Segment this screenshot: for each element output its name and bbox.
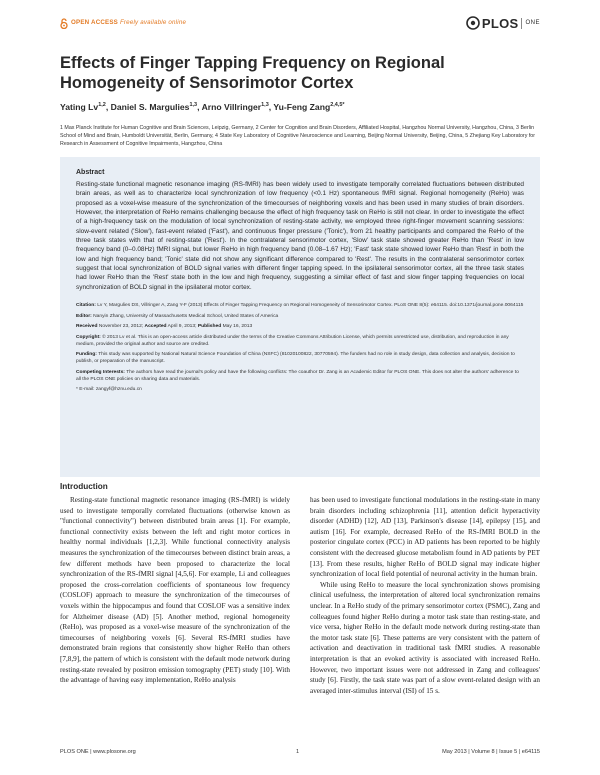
author-affiliation-sup: 1,3 [189, 102, 198, 109]
footer-journal-url[interactable]: PLOS ONE | www.plosone.org [60, 749, 136, 755]
plos-logo-icon [466, 16, 480, 30]
journal-header [60, 14, 540, 36]
dates: Received November 23, 2012; Accepted April 9, 2013; Published May 16, 2013 [76, 324, 253, 330]
author-name: Yu-Feng Zang [273, 102, 331, 112]
logo-divider [521, 18, 522, 29]
competing-interests: Competing Interests: The authors have read the journal's policy and have the following conflicts: The coauthor Dr. Zang is an Academic Editor for PLOS ONE. This does not alter the authors' adherence to all the PLOS ONE policies on sharing data and materials. [76, 369, 519, 382]
introduction-left-column [60, 495, 290, 686]
paragraph: Resting-state functional magnetic resonance imaging (RS-fMRI) is widely used to investigate temporally correlated fluctuations (otherwise known as "functional connectivity") between distributed brain areas [1]. For example, functional connectivity exists between the left and right motor cortices in healthy normal individuals [1,2,3]. While functional connectivity analysis measures the synchronization of the timecourses between distinct brain areas, a few different methods have been proposed to characterize the local synchronization of the RS-fMRI signal [4,5,6]. For example, Li and colleagues proposed the cross-correlation coefficients of spontaneous low frequency (COSLOF) approach to measure the synchronization of the timecourses of voxels within the hippocampus and found that COSLOF was a sensitive index for Alzheimer disease (AD) [5]. Another method, regional homogeneity (ReHo), was proposed as a voxel-wise measure of the synchronization of the timecourses of neighboring voxels [6]. Several RS-fMRI studies have demonstrated brain regions that consistently show higher ReHo than others [7,8,9], the pattern of which is consistent with the default mode network during resting-state revealed by positron emission tomography (PET) study [10]. With the advantage of having easy implementation, ReHo analysis [60, 496, 290, 685]
footer-issue-info: May 2013 | Volume 8 | Issue 5 | e64115 [442, 749, 540, 755]
corresponding-email[interactable]: * E-mail: zangyf@hznu.edu.cn [76, 387, 142, 393]
page-footer [60, 749, 540, 761]
author-name: Yating Lv [60, 102, 99, 112]
paragraph: While using ReHo to measure the local synchronization shows promising clinical usefulness, the interpretation of altered local synchronization remains unclear. In a ReHo study of the primary sensorimotor cortex (PSMC), Zang and colleagues found higher ReHo during a motor task state than resting-state, and vice versa, higher ReHo in the default mode network during resting-state than the motor task state [6]. These patterns are very consistent with the pattern of activation and deactivation in traditional task fMRI studies. A reasonable interpretation is that an evoked activity is associated with increased ReHo. However, two important issues were not addressed in Zang and colleagues' study [6]. Firstly, the task state was part of a slow event-related design with an averaged inter-stimulus interval (ISI) of 15 s. [310, 580, 540, 695]
page-number: 1 [296, 749, 300, 755]
journal-name: PLOS [481, 15, 519, 31]
introduction-right-column [310, 495, 540, 696]
abstract-box [60, 157, 540, 477]
citation-doi-link[interactable]: Lv Y, Margulies DS, Villringer A, Zang Y-F (2013) Effects of Finger Tapping Frequency on Regional Homogeneity of Sensorimotor Cortex. PLoS ONE 8(5): e64115. doi:10.1371/journal.pone.0064115 [97, 303, 524, 309]
journal-suffix: ONE [525, 20, 540, 26]
article-metadata [76, 302, 524, 393]
author-list: Yating Lv$^{1,2}$, Daniel S. Margulies$^{1,3}$, Arno Villringer$^{1,3}$, Yu-Feng Zang$^{2,4,5*}$ [60, 102, 345, 112]
editor: Editor: Nanyin Zhang, University of Massachusetts Medical School, United States of America [76, 313, 279, 319]
open-access-lock-icon [60, 18, 68, 29]
free-available-label: Freely available online [119, 19, 187, 26]
author-name: Arno Villringer [201, 102, 262, 112]
abstract-heading: Abstract [76, 169, 105, 176]
copyright: Copyright: © 2013 Lv et al. This is an open-access article distributed under the terms of the Creative Commons Attribution License, which permits unrestricted use, distribution, and reproduction in any medium, provided the original author and source are credited. [76, 334, 509, 347]
article-title: Effects of Finger Tapping Frequency on Regional Homogeneity of Sensorimotor Cortex [60, 54, 445, 92]
author-name: Daniel S. Margulies [110, 102, 190, 112]
author-affiliation-sup: 2,4,5* [330, 102, 345, 109]
introduction-heading: Introduction [60, 482, 108, 491]
citation: Citation: Lv Y, Margulies DS, Villringer A, Zang Y-F (2013) Effects of Finger Tapping Frequency on Regional Homogeneity of Sensorimotor Cortex. PLoS ONE 8(5): e64115. doi:10.1371/journal.pone.0064115 [76, 303, 524, 309]
paragraph: has been used to investigate functional modulations in the resting-state in many brain disorders including schizophrenia [11], attention deficit hyperactivity disorder (ADHD) [12], AD [13], Parkinson's disease [14], epilepsy [15], and autism [16]. For example, decreased ReHo of the RS-fMRI BOLD in the posterior cingulate cortex (PCC) in AD patients has been reported to be highly consistent with the decreased glucose metabolism found in AD patients by PET [13]. From these results, higher ReHo of BOLD signal may indicate higher synchronization of local field potential of neuronal activity in the human brain. [310, 496, 540, 579]
abstract-text: Resting-state functional magnetic resonance imaging (RS-fMRI) has been widely used to investigate temporally correlated fluctuations between distributed brain areas, as well as to characterize local synchronization of low frequency (<0.1 Hz) spontaneous fMRI signal. Regional homogeneity (ReHo) was proposed as a voxel-wise measure of the synchronization of the timecourses of neighboring voxels and has been used in many studies of brain disorders. However, the interpretation of ReHo remains challenging because the effect of high frequency task on ReHo is still not clear. In order to investigate the effect of a high-frequency task on the modulation of local synchronization of resting-state activity, we employed three right-finger movement scanning sessions: slow-event related ('Slow'), fast-event related ('Fast'), and continuous finger pressure ('Tonic'), from 21 healthy participants and compared the ReHo of the three task states with that of resting-state ('Rest'). In the contralateral sensorimotor cortex, 'Slow' task state showed greater ReHo than 'Rest' in low frequency band (0–0.08Hz) fMRI signal, but lower ReHo in high frequency band (0.08–1.67 Hz); 'Fast' task state showed lower ReHo than 'Rest' in both the low and high frequency band; 'Tonic' state did not show any significant difference compared to 'Rest'. The results in the contralateral sensorimotor cortex suggest that local synchronization of BOLD signal varies with different finger tapping speed. In the ipsilateral sensorimotor cortex, all the three task states had lower ReHo than the 'Rest' state both in the low and high frequency, suggesting a similar effect of fast and slow finger tapping frequencies on local synchronization of BOLD signal in the ipsilateral motor cortex. [76, 181, 524, 291]
affiliations: 1 Max Planck Institute for Human Cognitive and Brain Sciences, Leipzig, Germany, 2 Center for Cognition and Brain Disorders, Affiliated Hospital, Hangzhou Normal University, Hangzhou, China, 3 Berlin School of Mind and Brain, Humboldt Universität, Berlin, Germany, 4 State Key Laboratory of Cognitive Neuroscience and Learning, Beijing Normal University, Beijing, China, 5 Zhejiang Key Laboratory for Research in Assessment of Cognitive Impairments, Hangzhou, China [60, 125, 535, 148]
funding: Funding: This study was supported by National Natural Science Foundation of China (NSFC) (81020100822, 30770594). The funders had no role in study design, data collection and analysis, decision to publish, or preparation of the manuscript. [76, 352, 515, 365]
author-affiliation-sup: 1,3 [261, 102, 269, 109]
plos-one-logo[interactable] [466, 14, 540, 32]
author-affiliation-sup: 1,2 [98, 102, 106, 109]
open-access-label: OPEN ACCESS Freely available online [71, 19, 187, 26]
